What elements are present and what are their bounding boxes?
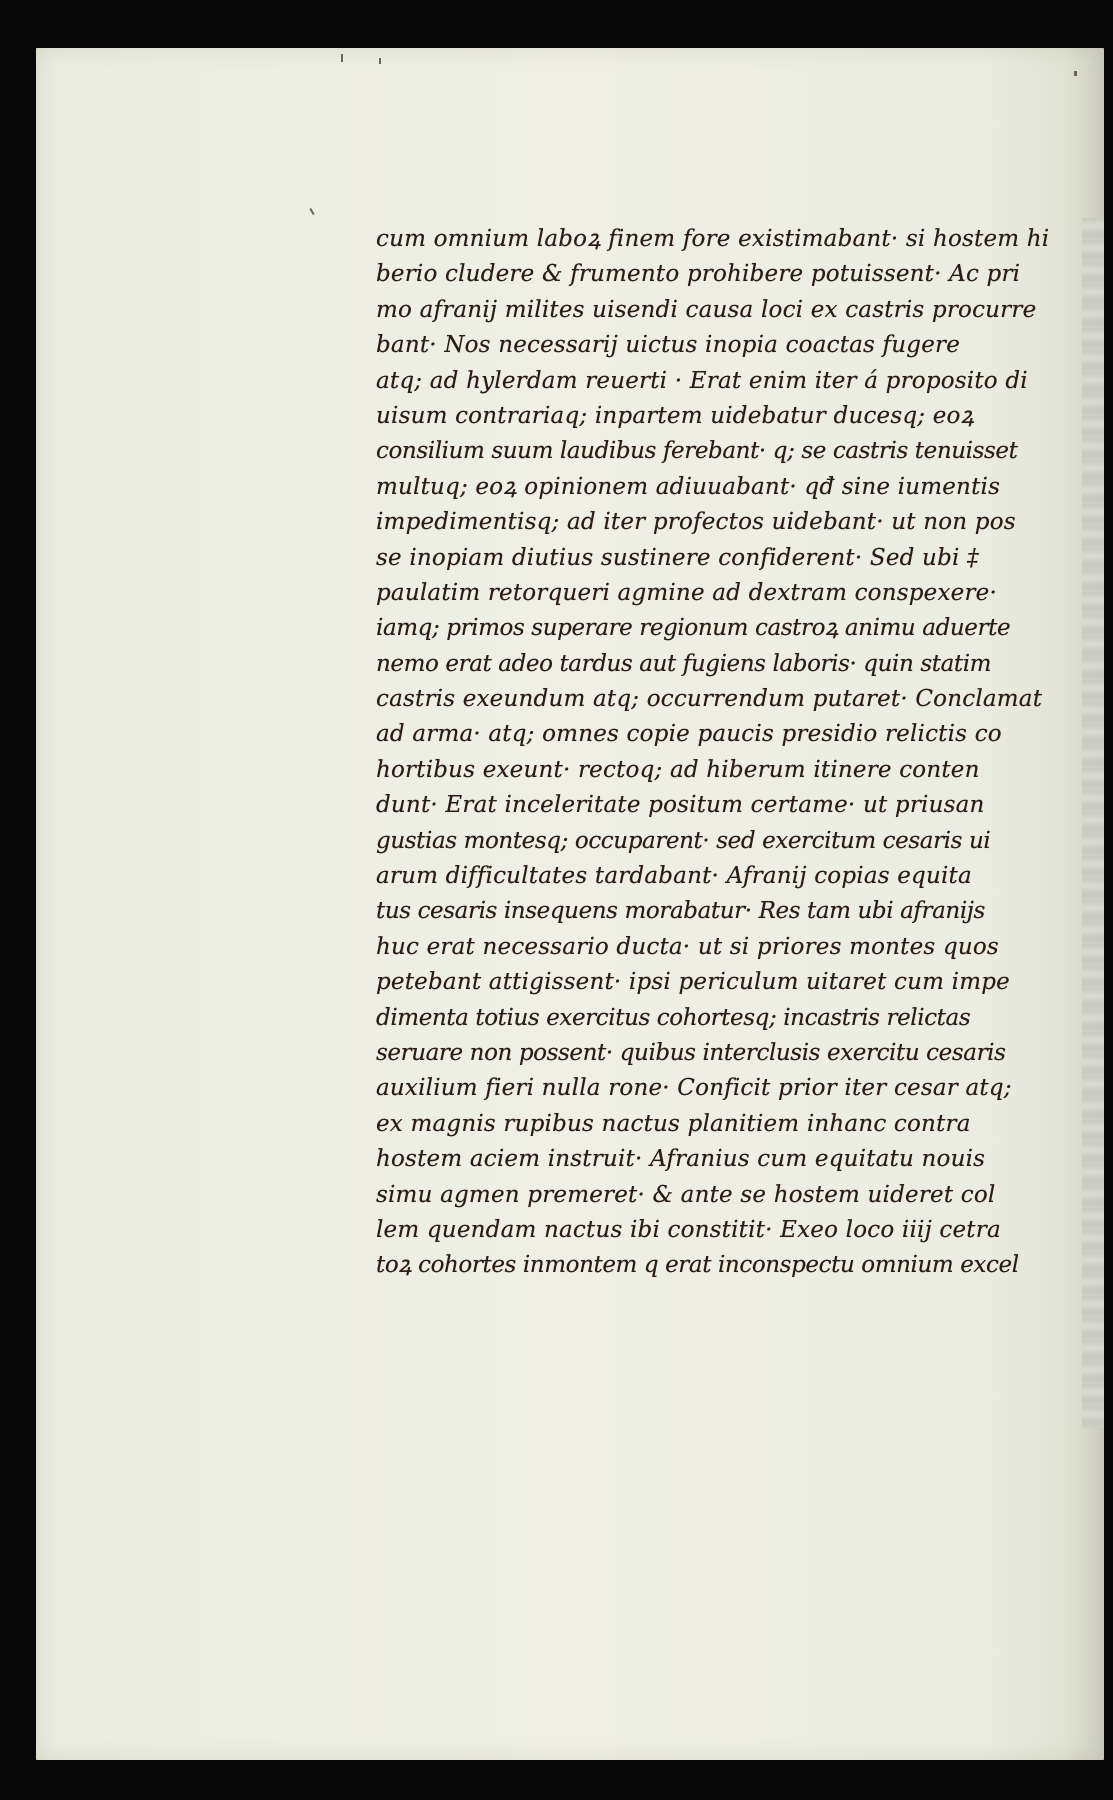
text-line: hostem aciem instruit· Afranius cum equitatu nouis: [376, 1146, 986, 1173]
text-line: berio cludere & frumento prohibere potuissent· Ac pri: [376, 261, 1021, 288]
text-line: mo afranij milites uisendi causa loci ex castris procurre: [376, 296, 1037, 323]
text-line: dimenta totius exercitus cohortesq; incastris relictas: [376, 1004, 971, 1031]
text-line: dunt· Erat inceleritate positum certame· ut priusan: [376, 792, 985, 819]
text-line: arum difficultates tardabant· Afranij copias equita: [376, 863, 972, 890]
text-line: hortibus exeunt· rectoq; ad hiberum itinere conten: [376, 756, 980, 783]
text-line: impedimentisq; ad iter profectos uidebant· ut non pos: [376, 509, 1016, 536]
page-mark: [379, 58, 381, 64]
text-line: seruare non possent· quibus interclusis exercitu cesaris: [376, 1039, 1006, 1066]
text-line: ad arma· atq; omnes copie paucis presidio relictis co: [376, 721, 1002, 748]
text-line: consilium suum laudibus ferebant· q; se castris tenuisset: [376, 438, 1018, 465]
text-line: gustias montesq; occuparent· sed exercitum cesaris ui: [376, 827, 991, 854]
text-line: nemo erat adeo tardus aut fugiens laboris· quin statim: [376, 650, 992, 677]
text-line: atq; ad hylerdam reuerti · Erat enim iter á proposito di: [376, 367, 1028, 394]
text-line: tus cesaris insequens morabatur· Res tam ubi afranijs: [376, 898, 985, 925]
text-line: huc erat necessario ducta· ut si priores montes quos: [376, 933, 999, 960]
text-line: cum omnium laboꝝ finem fore existimabant· si hostem hi: [376, 226, 1050, 252]
text-line: uisum contrariaq; inpartem uidebatur ducesq; eoꝝ: [376, 402, 975, 429]
text-line: bant· Nos necessarij uictus inopia coactas fugere: [376, 332, 961, 359]
page-mark: [341, 54, 343, 62]
page-mark: [309, 208, 314, 215]
text-line: toꝝ cohortes inmontem q erat inconspectu omnium excel: [376, 1252, 1019, 1279]
text-line: ex magnis rupibus nactus planitiem inhanc contra: [376, 1110, 971, 1137]
text-line: auxilium fieri nulla rone· Conficit prior iter cesar atq;: [376, 1075, 1012, 1102]
page-mark: [1074, 71, 1077, 76]
page-edge-shadow: [1082, 218, 1104, 1428]
text-line: lem quendam nactus ibi constitit· Exeo loco iiij cetra: [376, 1216, 1001, 1243]
text-line: castris exeundum atq; occurrendum putaret· Conclamat: [376, 686, 1043, 713]
text-line: paulatim retorqueri agmine ad dextram conspexere·: [376, 579, 997, 606]
text-line: se inopiam diutius sustinere confiderent· Sed ubi ‡: [376, 544, 979, 571]
text-line: petebant attigissent· ipsi periculum uitaret cum impe: [376, 969, 1010, 996]
text-line: simu agmen premeret· & ante se hostem uideret col: [376, 1181, 996, 1208]
text-line: multuq; eoꝝ opinionem adiuuabant· qđ sine iumentis: [376, 473, 1001, 500]
text-column: [376, 222, 1066, 1284]
text-line: iamq; primos superare regionum castroꝝ animu aduerte: [376, 615, 1011, 642]
manuscript-page: [36, 48, 1104, 1760]
